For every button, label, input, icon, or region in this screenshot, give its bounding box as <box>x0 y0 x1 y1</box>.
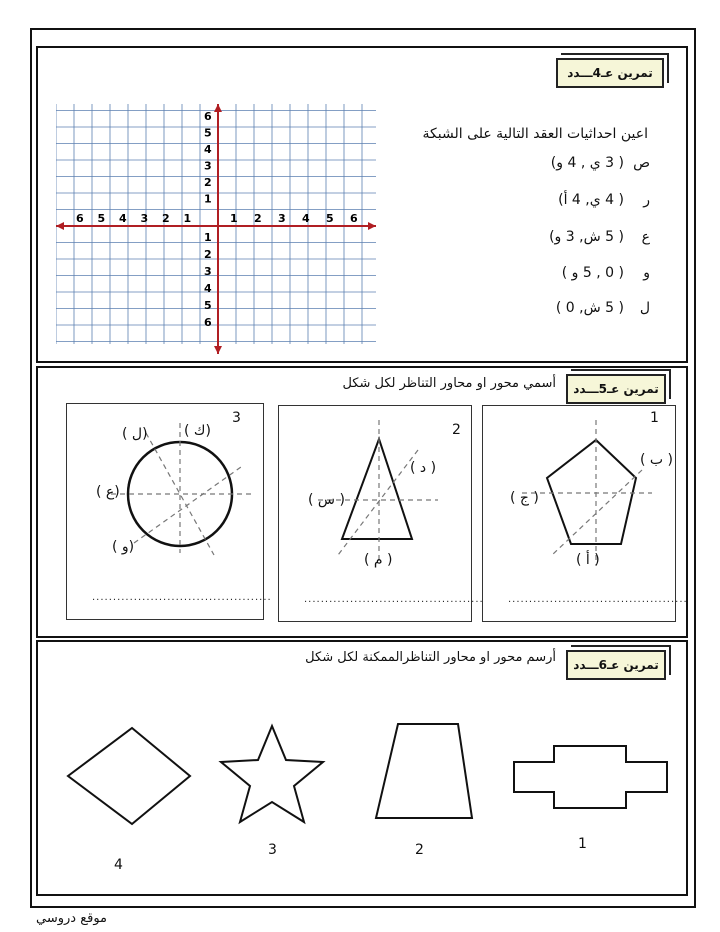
points-list: ص ( 3 ي , 4 و) ر ( 4 ي, 4 أ) ع ( 5 ش, 3 و) و ( 0 , 5 و ) ل ( 5 ش, 0 ) <box>549 155 650 316</box>
shape-number: 2 <box>415 842 424 858</box>
tick-label: 6 <box>204 110 212 123</box>
trapezoid-shape <box>376 724 472 818</box>
tick-label: 5 <box>204 126 212 140</box>
tick-label: 4 <box>204 282 212 295</box>
tick-label: 4 <box>302 212 310 225</box>
rhombus-shape <box>68 728 190 824</box>
tick-label: 5 <box>97 212 106 225</box>
tick-label: 1 <box>230 212 238 225</box>
exercise-2-tag: تمرين عـ5ـــدد <box>566 374 666 404</box>
tick-label: 4 <box>204 143 212 156</box>
axis-label: ( ب ) <box>640 452 674 468</box>
tick-label: 3 <box>204 265 212 278</box>
triangle-figure <box>278 405 470 620</box>
axis-label: (ع ) <box>96 484 120 500</box>
axis-label: ( ج ) <box>510 490 539 506</box>
tick-label: 3 <box>278 212 286 225</box>
tick-label: 3 <box>204 159 212 173</box>
tick-label: 1 <box>183 212 192 225</box>
pentagon-figure <box>482 405 674 620</box>
shapes-to-draw <box>40 700 680 880</box>
shape-number: 3 <box>232 410 241 426</box>
axis-label: ( د ) <box>410 460 437 476</box>
coordinate-grid <box>56 104 376 354</box>
shape-number: 2 <box>452 422 461 438</box>
axis-label: (و ) <box>112 539 135 555</box>
axis-label: ( س ) <box>308 492 345 508</box>
exercise-1-instruction: اعين احداثيات العقد التالية على الشبكة <box>422 126 648 142</box>
tick-label: 1 <box>204 192 212 206</box>
tick-label: 2 <box>204 176 212 189</box>
axis-label: ( أ ) <box>576 552 600 568</box>
exercise-2-instruction: أسمي محور او محاور التناظر لكل شكل <box>342 376 556 391</box>
tick-label: 1 <box>204 231 212 244</box>
answer-line: ........................................... <box>304 594 484 605</box>
shape-number: 1 <box>578 836 587 852</box>
tick-label: 6 <box>76 212 84 225</box>
answer-line: ........................................... <box>92 592 272 603</box>
star-shape <box>221 726 323 822</box>
shape-number: 4 <box>114 857 123 873</box>
tick-label: 2 <box>162 212 170 225</box>
exercise-3-tag: تمرين عـ6ـــدد <box>566 650 666 680</box>
axis-label: ( م ) <box>364 552 393 568</box>
tick-label: 4 <box>119 212 127 225</box>
tick-label: 6 <box>204 316 212 329</box>
answer-line: ........................................... <box>508 594 688 605</box>
axis-label: (ل ) <box>122 426 148 442</box>
tick-label: 2 <box>204 248 212 261</box>
shape-number: 1 <box>650 410 659 426</box>
exercise-1-tag: تمرين عـ4ـــدد <box>556 58 664 88</box>
axis-label: (ك ) <box>184 423 211 439</box>
site-footer: موقع دروسي <box>36 911 108 926</box>
exercise-3-instruction: أرسم محور او محاور التناظرالممكنة لكل شكل <box>305 650 556 665</box>
tick-label: 6 <box>350 212 358 225</box>
tick-label: 5 <box>326 212 334 225</box>
cross-shape <box>514 746 667 808</box>
tick-label: 5 <box>204 299 212 312</box>
tick-label: 3 <box>140 212 149 225</box>
tick-label: 2 <box>254 212 262 225</box>
circle-figure <box>66 403 262 618</box>
shape-number: 3 <box>268 842 277 858</box>
